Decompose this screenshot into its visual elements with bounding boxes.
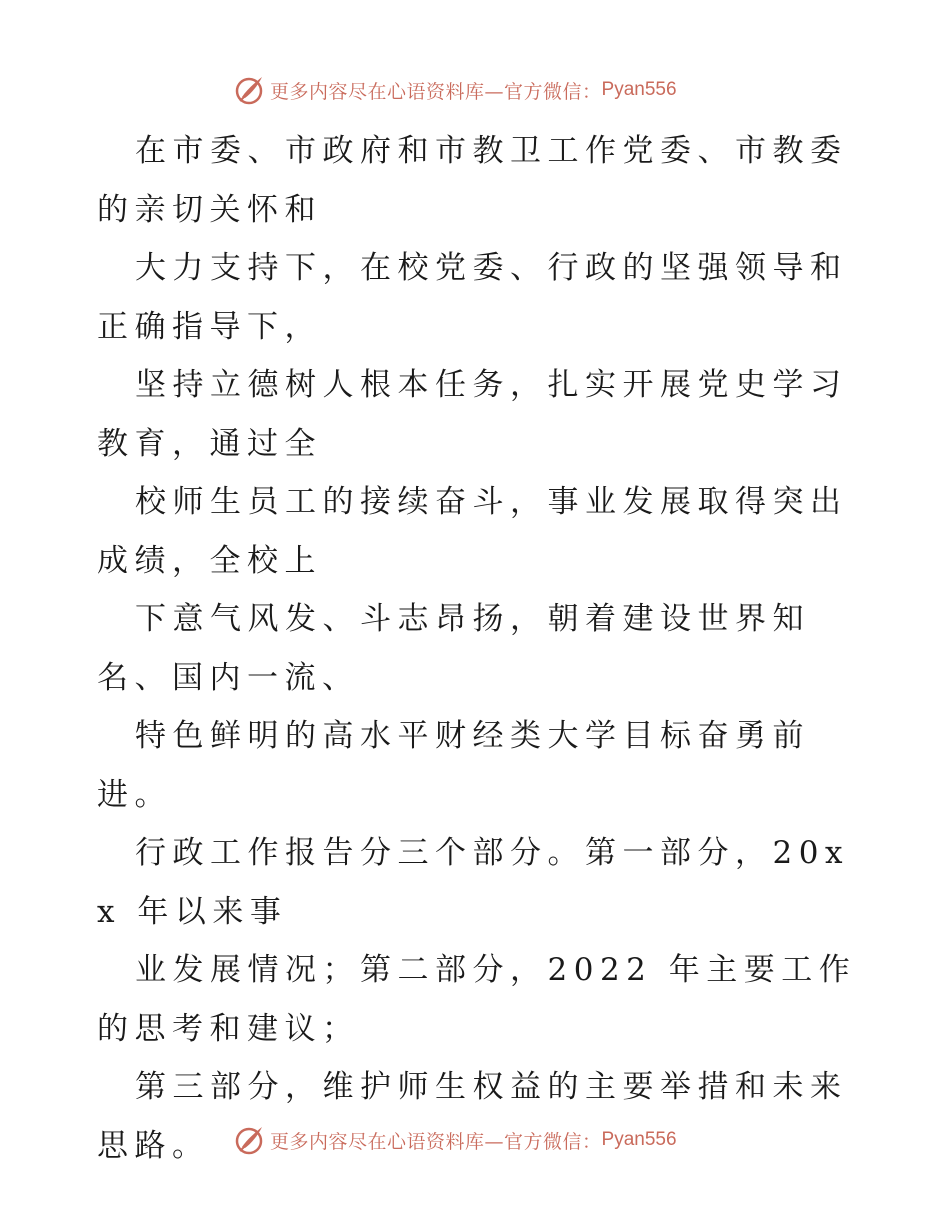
paragraph: 特色鲜明的高水平财经类大学目标奋勇前进。 <box>97 718 810 813</box>
paragraph: 坚持立德树人根本任务，扎实开展党史学习教育，通过全 <box>97 367 848 462</box>
quill-logo-icon <box>232 1123 266 1157</box>
quill-logo-icon <box>232 73 266 107</box>
footer-watermark <box>232 1120 677 1160</box>
document-body <box>97 122 862 1175</box>
paragraph: 行政工作报告分三个部分。第一部分，20xx 年以来事 <box>97 835 849 930</box>
watermark-id: Pyan556 <box>601 79 677 100</box>
paragraph: 大力支持下，在校党委、行政的坚强领导和正确指导下， <box>97 250 848 345</box>
paragraph: 校师生员工的接续奋斗，事业发展取得突出成绩，全校上 <box>97 484 848 579</box>
watermark-text: 更多内容尽在心语资料库—官方微信： <box>270 1130 602 1153</box>
watermark-id: Pyan556 <box>601 1129 677 1150</box>
paragraph: 业发展情况；第二部分，2022 年主要工作的思考和建议； <box>97 952 857 1047</box>
paragraph: 第三部分，维护师生权益的主要举措和未来思路。 <box>97 1069 848 1164</box>
watermark-text: 更多内容尽在心语资料库—官方微信： <box>270 80 602 103</box>
paragraph: 在市委、市政府和市教卫工作党委、市教委的亲切关怀和 <box>97 133 848 228</box>
paragraph: 下意气风发、斗志昂扬，朝着建设世界知名、国内一流、 <box>97 601 810 696</box>
header-watermark <box>232 70 677 110</box>
